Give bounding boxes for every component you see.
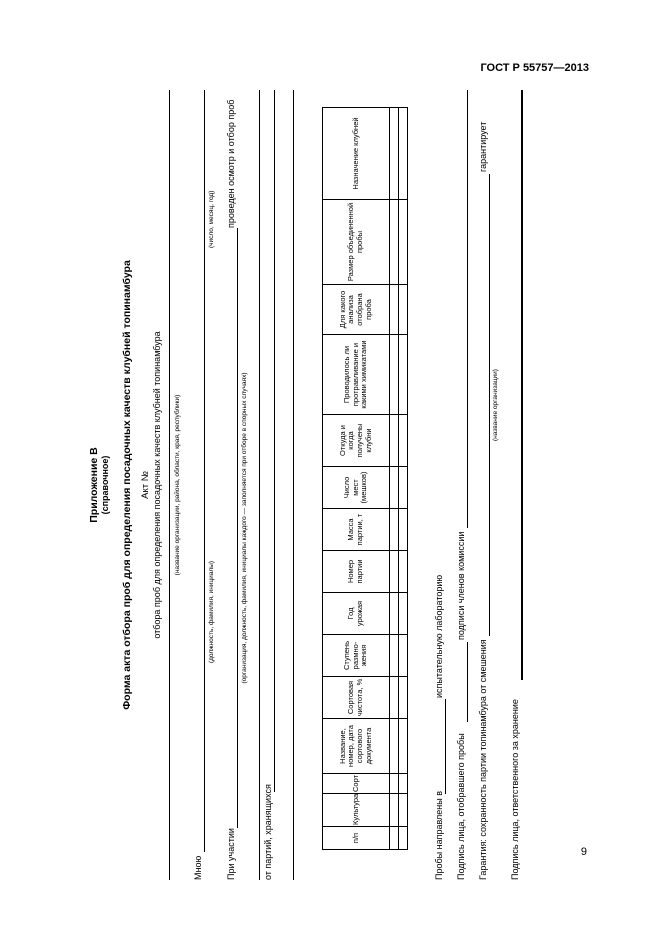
form-title: Форма акта отбора проб для определения посадочных качеств клубней топинамбура (121, 260, 133, 710)
sampler-sign-label: Подпись лица, отобравшего пробы (456, 733, 466, 880)
commission-sign-label: подписи членов комиссии (456, 531, 466, 640)
batches-line-2 (293, 90, 294, 880)
appendix-title: Приложение В (88, 447, 100, 523)
appendix-kind: (справочное) (100, 455, 110, 515)
page-number: 9 (580, 846, 587, 858)
table-header-cell: п/п (323, 827, 390, 850)
guarantee-label: Гарантия: сохранность партии топинамбура от смешения (478, 639, 488, 880)
table-header-cell: Название, номер, дата сортового документа (323, 719, 390, 774)
table-header-cell: Сорт (323, 774, 390, 794)
storage-sign-line (521, 90, 523, 680)
table-header-cell: Ступень размно-жения (323, 635, 390, 677)
table-header-cell: Назначение клубней (323, 108, 390, 200)
lab-suffix: испытательную лабораторию (434, 574, 444, 698)
act-subtitle: отбора проб для определения посадочных качеств клубней топинамбура (152, 331, 162, 639)
guarantee-line (489, 174, 490, 636)
by-me-label: Мною (193, 855, 203, 880)
table-header-cell: Число мест (мешков) (323, 467, 390, 509)
inspection-label: проведен осмотр и отбор проб (226, 99, 236, 228)
participants-line (237, 228, 238, 828)
org-note: (название организации, района, области, края, республики) (174, 394, 181, 576)
participants-note: (организация, должность, фамилия, инициалы каждого — заполняется при отборе в спорных случаях) (241, 372, 248, 684)
rotated-form (88, 90, 528, 880)
lab-note: (название организации) (492, 369, 499, 441)
storage-sign-label: Подпись лица, ответственного за хранение (510, 699, 520, 880)
date-note: (число, месяц, год) (208, 190, 215, 248)
commission-sign-line (467, 90, 468, 528)
table-header-cell: Год урожая (323, 593, 390, 635)
table-header-cell: Для какого анализа отобрана проба (323, 285, 390, 335)
table-header-row (323, 108, 390, 850)
table-header-cell: Сортовая чистота, % (323, 677, 390, 719)
sampler-sign-line (467, 642, 468, 722)
samples-sent-label: Пробы направлены в (434, 790, 444, 880)
act-number-label: Акт № (140, 471, 151, 499)
batches-label: от партий, хранящихся (263, 784, 273, 880)
org-line (169, 90, 170, 880)
table-header-cell: Культура (323, 794, 390, 827)
participants-line-2 (259, 90, 260, 880)
samples-table (322, 107, 408, 850)
table-header-cell: Размер объединенной пробы (323, 200, 390, 285)
table-row (390, 108, 399, 850)
position-note: (должность, фамилия, инициалы) (208, 560, 215, 664)
table-header-cell: Номер партии (323, 551, 390, 593)
batches-line (274, 90, 275, 792)
participants-label: При участии (226, 828, 236, 880)
by-me-line (204, 90, 205, 852)
samples-sent-line (445, 699, 446, 794)
table-row (399, 108, 408, 850)
guarantees-label: гарантирует (478, 121, 488, 172)
table-header-cell: Проводилось ли протравливание и какими химикатами (323, 335, 390, 415)
standard-designation: ГОСТ Р 55757—2013 (480, 62, 589, 74)
table-header-cell: Масса партии, т (323, 509, 390, 551)
table-header-cell: Откуда и когда получены клубни (323, 415, 390, 467)
